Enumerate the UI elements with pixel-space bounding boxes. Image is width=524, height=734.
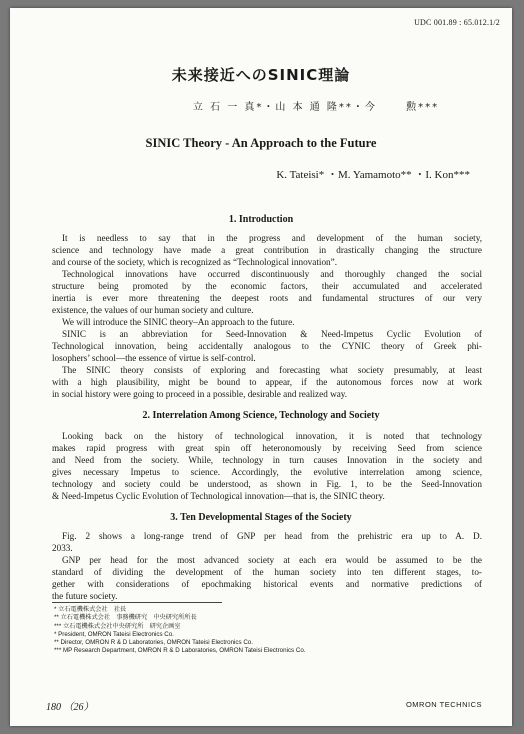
footnote: *** 立石電機株式会社中央研究所 研究企画室 (54, 622, 181, 630)
paragraph-3-1 (52, 530, 482, 554)
paragraph-1-2 (52, 268, 482, 316)
page-number: 180 （26） (46, 702, 94, 713)
udc-code: UDC 001.89 : 65.012.1/2 (414, 18, 500, 27)
footnote: ** Director, OMRON R & D Laboratories, OMRON Tateisi Electronics Co. (54, 639, 253, 647)
text-line: structure being promoted by the economic factors, their accumulated and accelerated (52, 281, 482, 292)
paper-page (10, 8, 512, 726)
text-line: existence, the values of our human society and culture. (52, 305, 254, 316)
text-line: SINIC is an abbreviation for Seed-Innovation & Need-Impetus Cyclic Evolution of (62, 329, 482, 339)
text-line: It is needless to say that in the progress and development of the human society, (62, 233, 482, 243)
footnote-divider (52, 602, 222, 603)
text-line: gives necessary Impetus to science. Accordingly, the evolutive interrelation among science, (52, 467, 482, 478)
paragraph-1-1 (52, 232, 482, 268)
text-line: GNP per head for the most advanced society at each era would be assumed to be the (62, 555, 482, 565)
text-line: 2033. (52, 543, 73, 554)
japanese-title: 未来接近へのSINIC理論 (171, 66, 351, 84)
text-line: technology and society could be understood, as shown in Fig. 1, to be the Seed-Innovation (52, 479, 482, 490)
footnote: *** MP Research Department, OMRON R & D Laboratories, OMRON Tateisi Electronics Co. (54, 647, 306, 655)
paragraph-2-1 (52, 430, 482, 503)
section-heading-ten-stages: 3. Ten Developmental Stages of the Society (170, 512, 352, 523)
text-line: makes rapid progress with great spin off heteronomously by receiving Seed from science (52, 443, 482, 454)
text-line: Fig. 2 shows a long-range trend of GNP per head from the prehistric era up to A. D. (62, 531, 482, 541)
footnotes (54, 606, 305, 656)
text-line: Technological innovations have occurred discontinuously and thoroughly changed the social (62, 269, 482, 279)
english-title: SINIC Theory - An Approach to the Future (145, 136, 377, 150)
text-line: Looking back on the history of technological innovation, it is noted that technology (62, 431, 482, 441)
text-line: inertia is ever more threatening the deepest roots and fundamental structures of our very (52, 293, 482, 304)
text-line: The SINIC theory consists of exploring and forecasting what society presumably, at least (62, 365, 482, 375)
text-line: and Need from the society. While, technology in turn causes Innovation in the society and (52, 455, 482, 466)
text-line: & Need-Impetus Cyclic Evolution of Technological innovation—that is, the SINIC theory. (52, 491, 385, 502)
text-line: standard of dividing the development of the human society into ten different stages, to- (52, 567, 482, 578)
paragraph-1-4 (52, 328, 482, 364)
journal-name: OMRON TECHNICS (405, 700, 482, 709)
text-line: the future society. (52, 591, 118, 602)
paragraph-3-2 (52, 554, 482, 602)
paragraph-1-3 (52, 316, 482, 328)
footnote: * 立石電機株式会社 社長 (54, 606, 127, 613)
text-line: gether with considerations of epochmaking historical events and normative predictions of (52, 579, 482, 590)
footnote: ** 立石電機株式会社 事務機研究 中央研究所所長 (54, 614, 197, 622)
text-line: and course of the society, which is recognized as “Technological innovation”. (52, 257, 338, 268)
text-line: in social history were going to proceed in a possible, desirable and realized way. (52, 389, 348, 400)
text-line: with a high plausibility, might be bound to appear, if the autonomous forces now at work (52, 377, 482, 388)
text-line: Technological innovation, being accidentally analogous to the CYNIC theory of Greek phi- (52, 341, 482, 352)
japanese-authors: 立 石 一 真*・山 本 通 隆**・今 勲*** (192, 102, 440, 113)
section-heading-interrelation: 2. Interrelation Among Science, Technology and Society (142, 410, 380, 421)
english-authors: K. Tateisi* ・M. Yamamoto** ・I. Kon*** (276, 169, 470, 181)
text-line: science and technology have made a great contribution in drastically changing the structure (52, 245, 482, 256)
paragraph-1-5 (52, 364, 482, 400)
footnote: * President, OMRON Tateisi Electronics Co. (54, 630, 174, 638)
text-line: losophers’ school—the essence of virtue is self-control. (52, 353, 256, 364)
section-heading-introduction: 1. Introduction (228, 214, 294, 225)
text-line: We will introduce the SINIC theory–An approach to the future. (62, 317, 295, 327)
